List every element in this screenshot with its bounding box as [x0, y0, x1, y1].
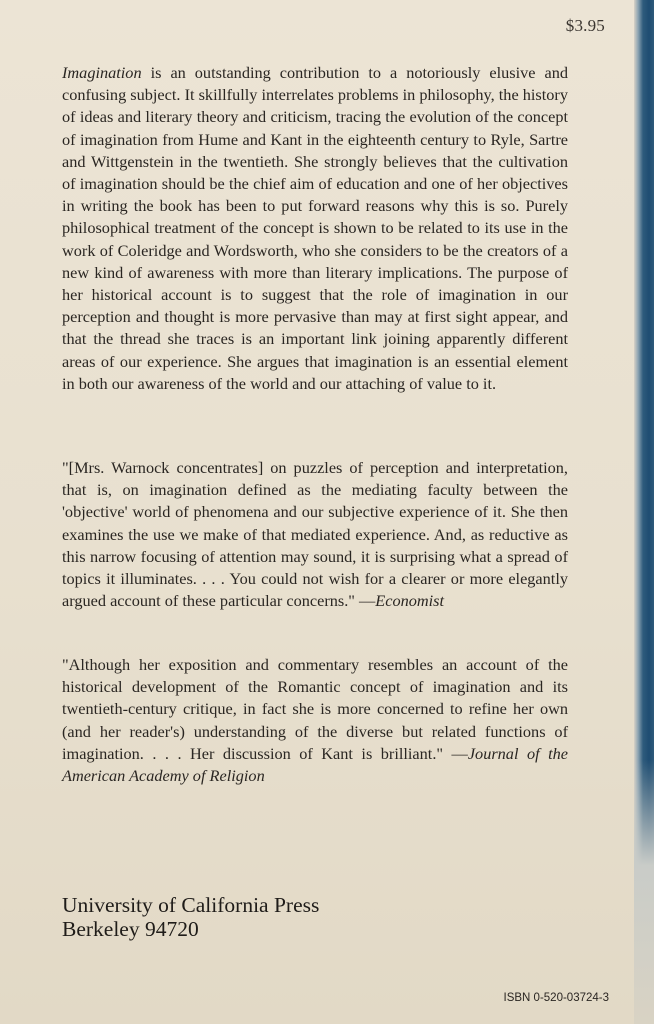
title-italic: Imagination [62, 63, 142, 82]
price-label: $3.95 [565, 16, 605, 35]
description-text: is an outstanding contribution to a notoriously elusive and confusing subject. It skillfully interrelates problems in philosophy, the history of ideas and literary theory and criticism, tracing the evolution of the concept of imagination from Hume and Kant in the eighteenth century to Ryle, Sartre and Wittgenstein in the twentieth. She strongly believes that the cultivation of imagination should be the chief aim of education and one of her objectives in writing the book has been to put forward reasons why this is so. Purely philosophical treatment of the concept is shown to be related to its use in the work of Coleridge and Wordsworth, who she considers to be the creators of a new kind of awareness with more than literary implications. The purpose of her historical account is to suggest that the role of imagination in our perception and thought is more pervasive than may at first sight appear, and that the thread she traces is an important link joining apparently different areas of our experience. She argues that imagination is an essential element in both our awareness of the world and our attaching of value to it. [62, 63, 568, 393]
publisher-city: Berkeley 94720 [62, 917, 199, 941]
review-quote: "[Mrs. Warnock concentrates] on puzzles of perception and interpretation, that is, on imagination defined as the mediating faculty between the 'objective' world of phenomena and our subjective experience of it. She then examines the use we make of that mediated experience. And, as reductive as this narrow focusing of attention may sound, it is surprising what a spread of topics it illuminates. . . . You could not wish for a clearer or more elegantly argued account of these particular concerns." — [62, 458, 568, 611]
isbn-number: ISBN 0-520-03724-3 [503, 992, 609, 1004]
spine-wear [634, 760, 654, 1024]
review-journal [62, 654, 568, 787]
review-economist [62, 457, 568, 612]
description-paragraph [62, 62, 568, 395]
review-source: Journal of the American Academy of Religion [62, 743, 569, 786]
publisher-block [62, 893, 319, 941]
review-source: Economist [375, 591, 445, 611]
publisher-name: University of California Press [62, 893, 320, 917]
review-quote: "Although her exposition and commentary resembles an account of the historical development of the Romantic concept of imagination and its twentieth-century critique, in fact she is more concerned to refine her own (and her reader's) understanding of the diverse but related functions of imagination. . . . Her discussion of Kant is brilliant." — [62, 655, 568, 763]
